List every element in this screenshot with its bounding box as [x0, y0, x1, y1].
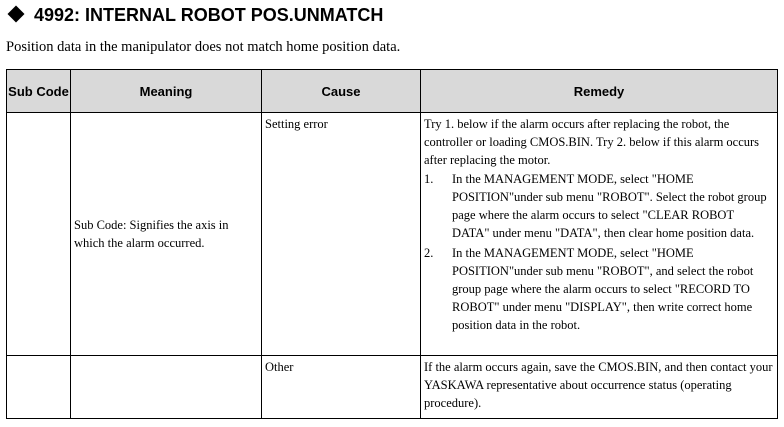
remedy-steps — [424, 170, 774, 334]
remedy-step — [424, 244, 774, 334]
remedy-step-number: 2. — [424, 246, 434, 260]
alarm-table — [6, 69, 778, 419]
remedy-step — [424, 170, 774, 242]
remedy-step-text: In the MANAGEMENT MODE, select "HOME POSITION"under sub menu "ROBOT", and select the robot group page where the alarm occurs to select "RECORD TO ROBOT" under menu "DISPLAY", then write correct home position data in the robot. — [452, 246, 754, 332]
cell-remedy — [421, 113, 778, 356]
column-header-remedy: Remedy — [421, 70, 778, 113]
remedy-step-number: 1. — [424, 172, 434, 186]
column-header-meaning: Meaning — [71, 70, 262, 113]
diamond-bullet-icon — [8, 6, 25, 23]
alarm-description: Position data in the manipulator does not match home position data. — [6, 39, 401, 55]
remedy-step-text: In the MANAGEMENT MODE, select "HOME POSITION"under sub menu "ROBOT". Select the robot group page where the alarm occurs to select "CLEAR ROBOT DATA" under menu "DATA", then clear home position data. — [452, 172, 767, 240]
cell-meaning — [71, 356, 262, 419]
alarm-title — [8, 4, 383, 26]
remedy-intro: Try 1. below if the alarm occurs after replacing the robot, the controller or loading CMOS.BIN. Try 2. below if this alarm occurs after replacing the motor. — [424, 117, 760, 167]
table-row — [7, 113, 778, 356]
cell-cause: Setting error — [262, 113, 421, 356]
cell-sub-code — [7, 113, 71, 356]
table-header-row — [7, 70, 778, 113]
column-header-cause: Cause — [262, 70, 421, 113]
column-header-sub-code: Sub Code — [7, 70, 71, 113]
alarm-title-text: 4992: INTERNAL ROBOT POS.UNMATCH — [34, 5, 384, 25]
table-row — [7, 356, 778, 419]
cell-sub-code — [7, 356, 71, 419]
cell-cause: Other — [262, 356, 421, 419]
cell-meaning: Sub Code: Signifies the axis in which the alarm occurred. — [71, 113, 262, 356]
cell-remedy: If the alarm occurs again, save the CMOS.BIN, and then contact your YASKAWA representative about occurrence status (operating procedure). — [421, 356, 778, 419]
